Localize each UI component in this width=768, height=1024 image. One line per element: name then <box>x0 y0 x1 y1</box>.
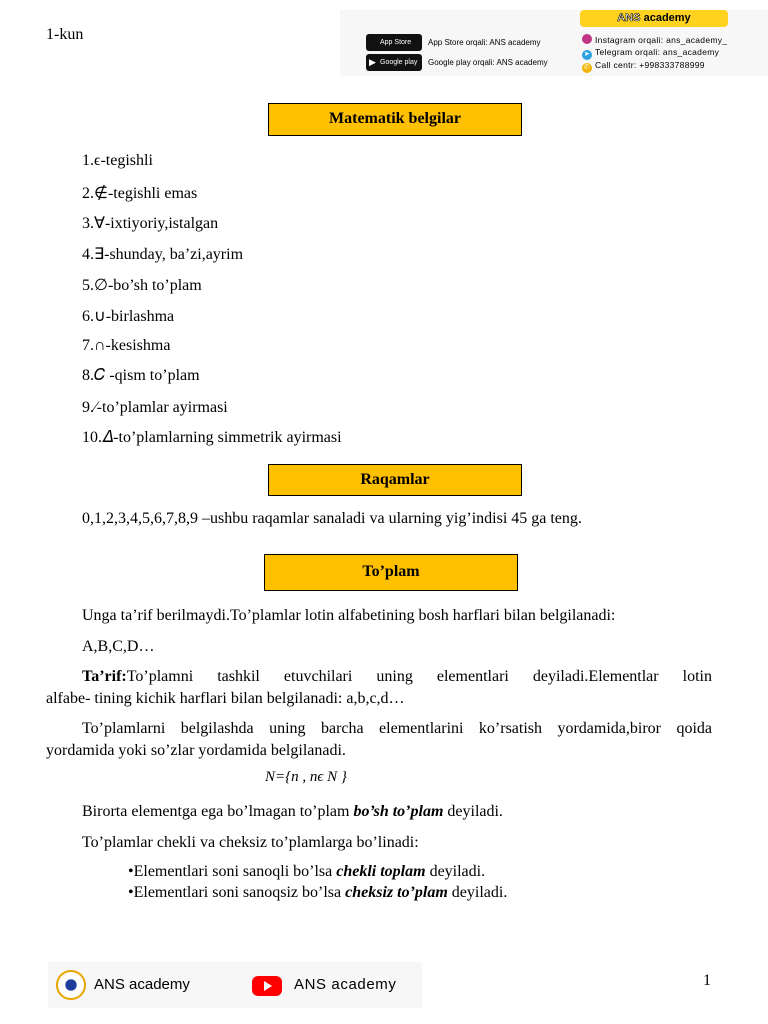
list-item: 8.𝐶 -qism to’plam <box>82 367 200 384</box>
empty-set-text: Birorta elementga ega bo’lmagan to’plam bo’sh to’plam deyiladi. <box>82 803 503 820</box>
telegram-icon: ➤ <box>583 51 591 58</box>
definition-label: Ta’rif: <box>82 668 127 685</box>
section-title-math-symbols: Matematik belgilar <box>268 103 522 136</box>
telegram-line: ➤ Telegram orqali: ans_academy <box>583 47 720 58</box>
list-item: 9.∕-to’plamlar ayirmasi <box>82 399 228 416</box>
bullet-icon: • <box>128 863 134 880</box>
app-store-button[interactable]: App Store <box>366 34 422 51</box>
play-icon: ▶ <box>369 57 376 67</box>
definition-line-2: alfabe- tining kichik harflari bilan belgilanadi: a,b,c,d… <box>46 690 405 707</box>
page-number: 1 <box>703 972 711 989</box>
footer-banner <box>48 962 422 1008</box>
set-letters-text: A,B,C,D… <box>82 638 155 655</box>
atom-logo-icon <box>56 970 86 1000</box>
google-play-text: Google play orqali: ANS academy <box>428 58 548 67</box>
footer-brand: ANS academy <box>94 976 190 993</box>
set-intro-text: Unga ta’rif berilmaydi.To’plamlar lotin alfabetining bosh harflari bilan belgilanadi: <box>82 607 616 624</box>
youtube-brand[interactable]: ANS academy <box>294 976 397 993</box>
section-title-set: To’plam <box>264 554 518 591</box>
list-item: 7.∩-kesishma <box>82 337 171 354</box>
digits-text: 0,1,2,3,4,5,6,7,8,9 –ushbu raqamlar sanaladi va ularning yig’indisi 45 ga teng. <box>82 510 582 527</box>
list-item: 1.ϵ-tegishli <box>82 152 153 169</box>
list-item: 4.∃-shunday, ba’zi,ayrim <box>82 246 244 263</box>
google-play-button[interactable]: ▶ Google play <box>366 54 422 71</box>
notation-line-2: yordamida yoki so’zlar yordamida belgilanadi. <box>46 742 346 759</box>
bullet-finite: •Elementlari soni sanoqli bo’lsa chekli toplam deyiladi. <box>128 863 486 880</box>
app-store-text: App Store orqali: ANS academy <box>428 38 541 47</box>
list-item: 3.∀-ixtiyoriy,istalgan <box>82 215 219 232</box>
promo-banner <box>340 10 768 76</box>
day-label: 1-kun <box>46 26 84 43</box>
list-item: 10.𝛥-to’plamlarning simmetrik ayirmasi <box>82 429 342 446</box>
youtube-icon[interactable] <box>252 976 282 996</box>
set-formula: N={n , nϵ N } <box>265 769 347 785</box>
brand-pill: ANS academy <box>580 10 728 27</box>
bullet-icon: • <box>128 884 134 901</box>
instagram-icon <box>582 34 592 44</box>
list-item: 6.∪-birlashma <box>82 308 175 325</box>
definition-line-1: Ta’rif:To’plamni tashkil etuvchilari uning elementlari deyiladi.Elementlar lotin <box>82 668 712 685</box>
instagram-line: Instagram orqali: ans_academy_ <box>582 34 727 45</box>
bullet-infinite: •Elementlari soni sanoqsiz bo’lsa cheksiz to’plam deyiladi. <box>128 884 508 901</box>
list-item: 2.∉-tegishli emas <box>82 185 198 202</box>
call-line: ✆ Call centr: +998333788999 <box>583 60 705 71</box>
notation-line-1: To’plamlarni belgilashda uning barcha elementlarini ko’rsatish yordamida,biror qoida <box>82 720 712 737</box>
section-title-digits: Raqamlar <box>268 464 522 496</box>
phone-icon: ✆ <box>583 64 591 71</box>
finite-infinite-text: To’plamlar chekli va cheksiz to’plamlarga bo’linadi: <box>82 834 419 851</box>
list-item: 5.∅-bo’sh to’plam <box>82 277 202 294</box>
